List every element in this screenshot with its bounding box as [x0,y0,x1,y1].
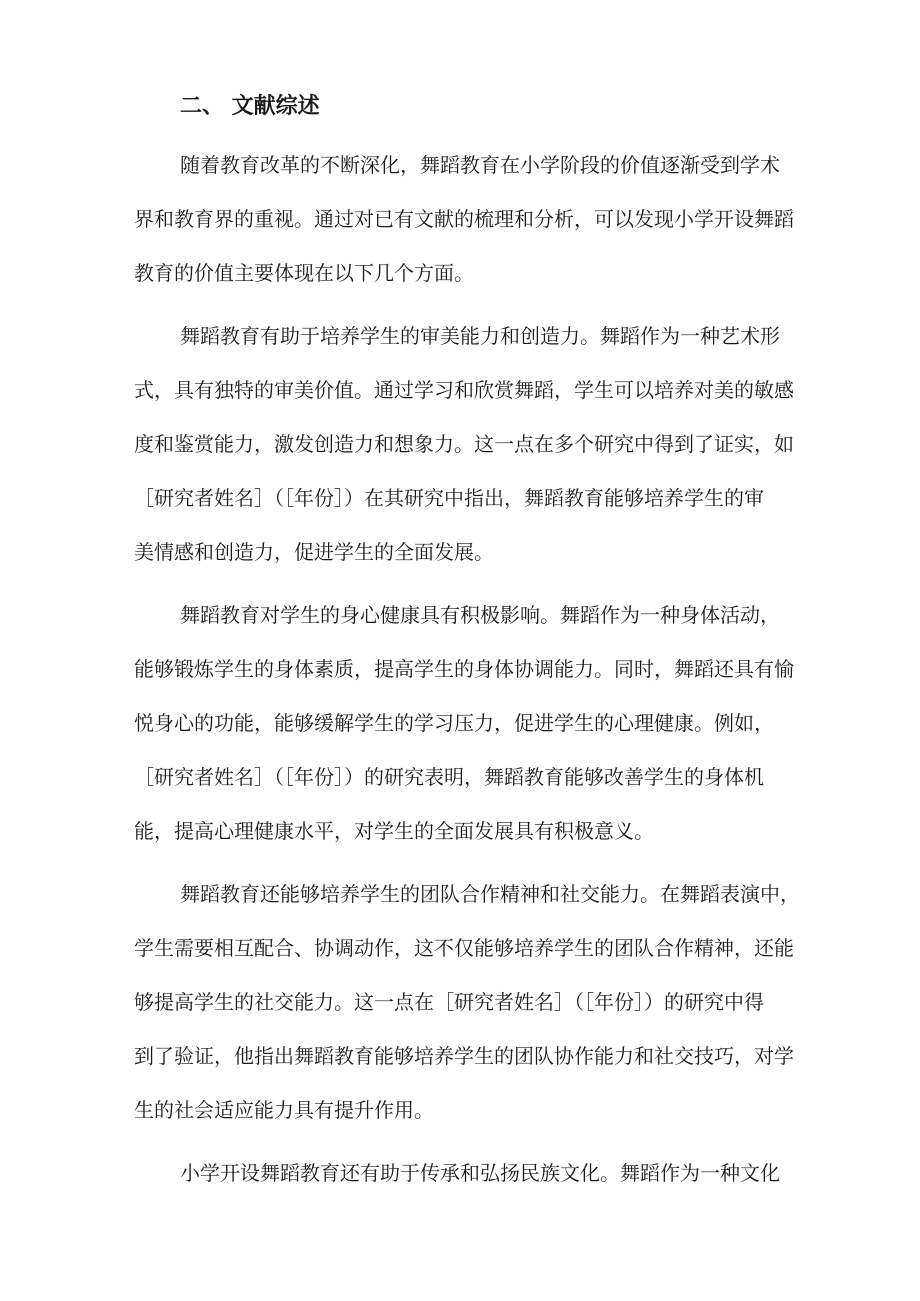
paragraph-line: 舞蹈教育有助于培养学生的审美能力和创造力。舞蹈作为一种艺术形 [180,324,780,348]
paragraph-line: 学生需要相互配合、协调动作，这不仅能够培养学生的团队合作精神，还能 [134,936,794,960]
paragraph-line: 够提高学生的社交能力。这一点在［研究者姓名］（［年份］）的研究中得 [134,990,764,1014]
paragraph-line: 能够锻炼学生的身体素质，提高学生的身体协调能力。同时，舞蹈还具有愉 [134,657,794,681]
paragraph-line: 界和教育界的重视。通过对已有文献的梳理和分析，可以发现小学开设舞蹈 [134,207,794,231]
paragraph-line: 悦身心的功能，能够缓解学生的学习压力，促进学生的心理健康。例如， [134,711,774,735]
paragraph-line: 舞蹈教育对学生的身心健康具有积极影响。舞蹈作为一种身体活动， [180,603,780,627]
section-heading: 二、 文献综述 [180,93,320,119]
paragraph-line: 小学开设舞蹈教育还有助于传承和弘扬民族文化。舞蹈作为一种文化 [180,1161,780,1185]
paragraph-line: ［研究者姓名］（［年份］）在其研究中指出，舞蹈教育能够培养学生的审 [134,486,764,510]
paragraph-line: 能，提高心理健康水平，对学生的全面发展具有积极意义。 [134,819,654,843]
paragraph-line: 随着教育改革的不断深化，舞蹈教育在小学阶段的价值逐渐受到学术 [180,153,780,177]
paragraph-line: ［研究者姓名］（［年份］）的研究表明，舞蹈教育能够改善学生的身体机 [134,765,764,789]
paragraph-line: 式，具有独特的审美价值。通过学习和欣赏舞蹈，学生可以培养对美的敏感 [134,378,794,402]
paragraph-line: 度和鉴赏能力，激发创造力和想象力。这一点在多个研究中得到了证实，如 [134,432,794,456]
paragraph-line: 教育的价值主要体现在以下几个方面。 [134,261,474,285]
paragraph-line: 到了验证，他指出舞蹈教育能够培养学生的团队协作能力和社交技巧，对学 [134,1044,794,1068]
paragraph-line: 舞蹈教育还能够培养学生的团队合作精神和社交能力。在舞蹈表演中， [180,882,800,906]
paragraph-line: 生的社会适应能力具有提升作用。 [134,1098,434,1122]
paragraph-line: 美情感和创造力，促进学生的全面发展。 [134,540,494,564]
